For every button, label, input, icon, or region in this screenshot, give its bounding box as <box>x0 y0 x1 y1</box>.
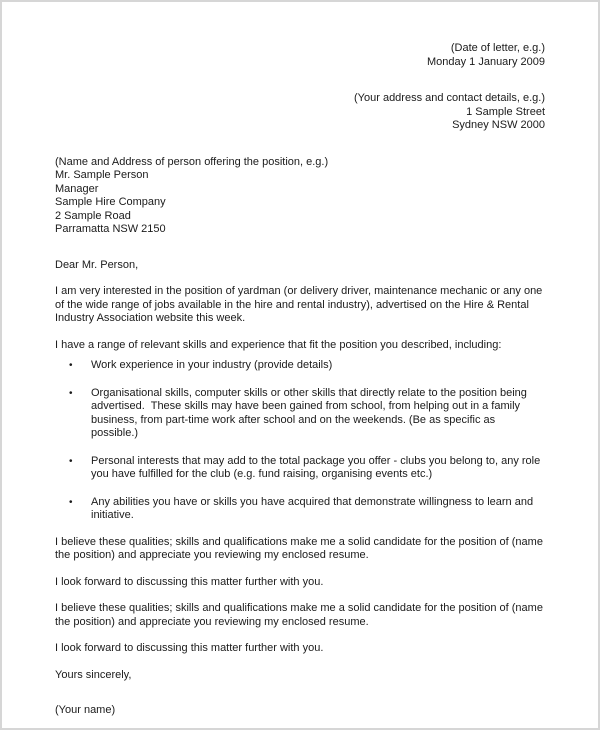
recipient-city: Parramatta NSW 2150 <box>55 223 166 235</box>
date-value: Monday 1 January 2009 <box>426 55 545 68</box>
bullet-text: Any abilities you have or skills you have acquired that demonstrate willingness to learn and initiative. <box>91 495 537 521</box>
paragraph-belief-1: I believe these qualities; skills and qualifications make me a solid candidate for the position of (name the position) and appreciate you reviewing my enclosed resume. <box>55 535 546 561</box>
bullet-item <box>69 455 545 482</box>
sender-address-line: Sydney NSW 2000 <box>452 119 545 131</box>
bullet-text: Work experience in your industry (provide details) <box>91 359 333 371</box>
bullet-item <box>69 387 545 441</box>
bullet-text: Personal interests that may add to the total package you offer - clubs you belong to, any role you have fulfilled for the club (e.g. fund raising, organising events etc.) <box>91 454 544 480</box>
bullet-item <box>69 496 545 523</box>
letter-page <box>2 2 598 718</box>
paragraph-intro: I am very interested in the position of yardman (or delivery driver, maintenance mechanic or any one of the wide range of jobs available in the hire and rental industry), advertised on the Hire & Rental Industry Association website this week. <box>55 285 546 324</box>
bullet-icon: • <box>69 496 73 508</box>
bullet-icon: • <box>69 360 73 371</box>
paragraph-look-forward-2: I look forward to discussing this matter further with you. <box>55 642 324 654</box>
paragraph-look-forward-1: I look forward to discussing this matter further with you. <box>55 575 324 588</box>
bullet-item <box>69 359 545 373</box>
date-block <box>55 42 545 69</box>
bullet-icon: • <box>69 455 73 467</box>
recipient-name: Mr. Sample Person <box>55 169 149 181</box>
recipient-hint: (Name and Address of person offering the position, e.g.) <box>55 155 329 168</box>
bullet-icon: • <box>69 387 73 399</box>
date-hint: (Date of letter, e.g.) <box>450 42 545 54</box>
skills-bullet-list <box>55 359 545 523</box>
recipient-street: 2 Sample Road <box>55 209 131 222</box>
signature-name-hint: (Your name) <box>55 704 116 716</box>
recipient-company: Sample Hire Company <box>55 196 166 208</box>
bullet-text: Organisational skills, computer skills or other skills that directly relate to the position being advertised. These skills may have been gained from school, from helping out in a family business, from part-time work after school and on the weekends. (Be as specific as possible.) <box>91 386 530 439</box>
sender-address-line: 1 Sample Street <box>466 105 545 118</box>
salutation: Dear Mr. Person, <box>55 258 139 271</box>
paragraph-belief-2: I believe these qualities; skills and qualifications make me a solid candidate for the position of (name the position) and appreciate you reviewing my enclosed resume. <box>55 602 546 628</box>
recipient-title: Manager <box>55 182 99 195</box>
paragraph-skills-lead: I have a range of relevant skills and experience that fit the position you described, including: <box>55 338 502 351</box>
sender-hint: (Your address and contact details, e.g.) <box>354 92 545 104</box>
sign-off: Yours sincerely, <box>55 668 132 681</box>
sender-address-block <box>55 92 545 133</box>
recipient-address-block <box>55 156 545 237</box>
